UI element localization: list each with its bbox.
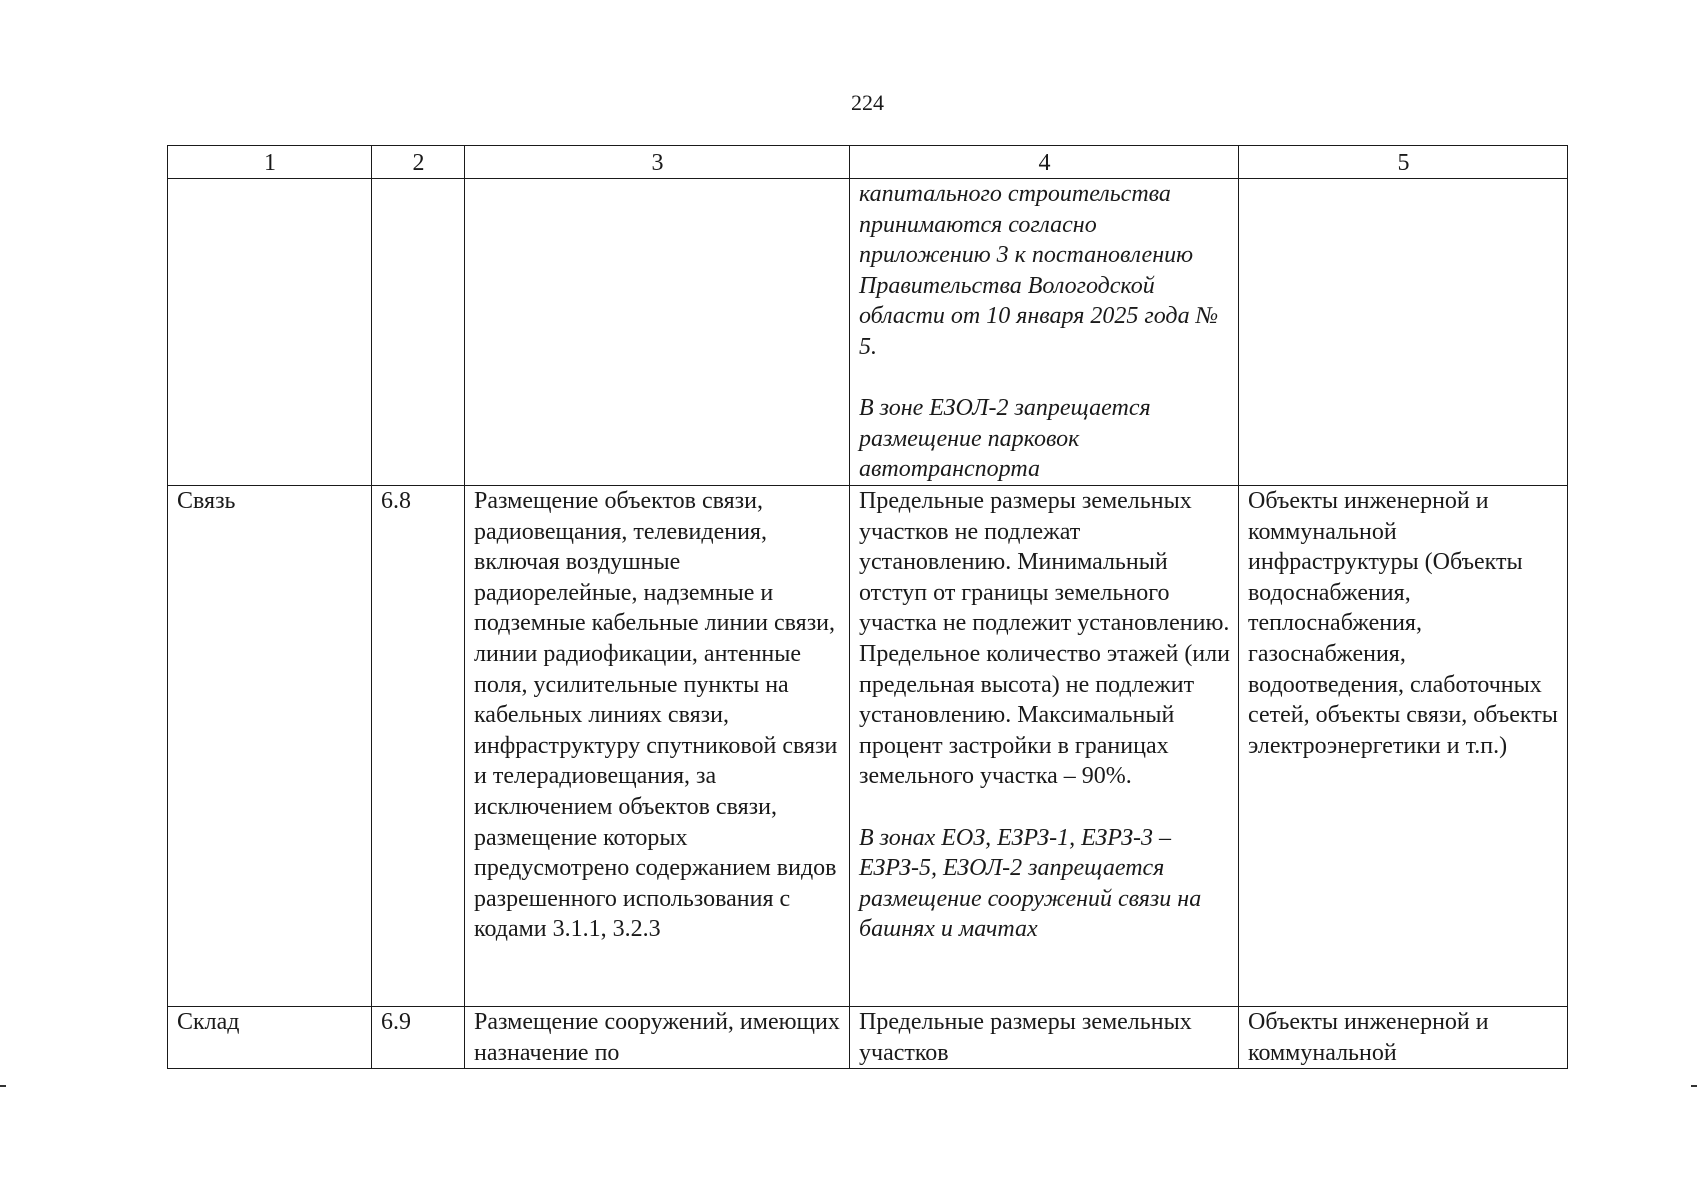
scan-edge-mark-right — [1691, 1085, 1697, 1087]
cell-use-type: Связь — [168, 486, 372, 1007]
cell-auxiliary: Объекты инженерной и коммунальной инфраструктуры (Объекты водоснабжения, теплоснабжения, газоснабжения, водоотведения, слаботочных сетей, объекты связи, объекты электроэнергетики и т.п.) — [1239, 486, 1568, 1007]
cell-code: 6.8 — [372, 486, 465, 1007]
cell-description: Размещение сооружений, имеющих назначение по — [465, 1007, 850, 1069]
cell-parameters: Предельные размеры земельных участков — [850, 1007, 1239, 1069]
cell-auxiliary — [1239, 179, 1568, 486]
cell-code: 6.9 — [372, 1007, 465, 1069]
header-col-2: 2 — [372, 146, 465, 179]
cell-parameters — [850, 486, 1239, 1007]
table-row-svyaz — [168, 486, 1568, 1007]
cell-parameters — [850, 179, 1239, 486]
cell-use-type: Склад — [168, 1007, 372, 1069]
parameters-paragraph-1: Предельные размеры земельных участков не подлежат установлению. Минимальный отступ от границы земельного участка не подлежит установлению. Предельное количество этажей (или предельная высота) не подлежит установлению. Максимальный процент застройки в границах земельного участка – 90%. — [859, 488, 1230, 790]
table-row-continuation — [168, 179, 1568, 486]
header-col-1: 1 — [168, 146, 372, 179]
cell-use-type — [168, 179, 372, 486]
parameters-paragraph-2: В зонах ЕОЗ, ЕЗРЗ-1, ЕЗРЗ-3 – ЕЗРЗ-5, ЕЗОЛ-2 запрещается размещение сооружений связи на башнях и мачтах — [859, 824, 1202, 943]
table-row-sklad — [168, 1007, 1568, 1069]
page-number: 224 — [851, 90, 884, 115]
cell-description: Размещение объектов связи, радиовещания, телевидения, включая воздушные радиорелейные, надземные и подземные кабельные линии связи, линии радиофикации, антенные поля, усилительные пункты на кабельных линиях связи, инфраструктуру спутниковой связи и телерадиовещания, за исключением объектов связи, размещение которых предусмотрено содержанием видов разрешенного использования с кодами 3.1.1, 3.2.3 — [465, 486, 850, 1007]
paragraph-gap — [859, 363, 1230, 394]
cell-description — [465, 179, 850, 486]
header-col-5: 5 — [1239, 146, 1568, 179]
header-col-4: 4 — [850, 146, 1239, 179]
parameters-paragraph-2: В зоне ЕЗОЛ-2 запрещается размещение парковок автотранспорта — [859, 395, 1151, 483]
cell-code — [372, 179, 465, 486]
parameters-paragraph-1: капитального строительства принимаются согласно приложению 3 к постановлению Правительства Вологодской области от 10 января 2025 года № 5. — [859, 181, 1219, 360]
scan-edge-mark-left — [0, 1085, 6, 1087]
cell-auxiliary: Объекты инженерной и коммунальной — [1239, 1007, 1568, 1069]
zoning-regulations-table — [167, 145, 1568, 1069]
paragraph-gap — [859, 792, 1230, 823]
table-header-row — [168, 146, 1568, 179]
header-col-3: 3 — [465, 146, 850, 179]
